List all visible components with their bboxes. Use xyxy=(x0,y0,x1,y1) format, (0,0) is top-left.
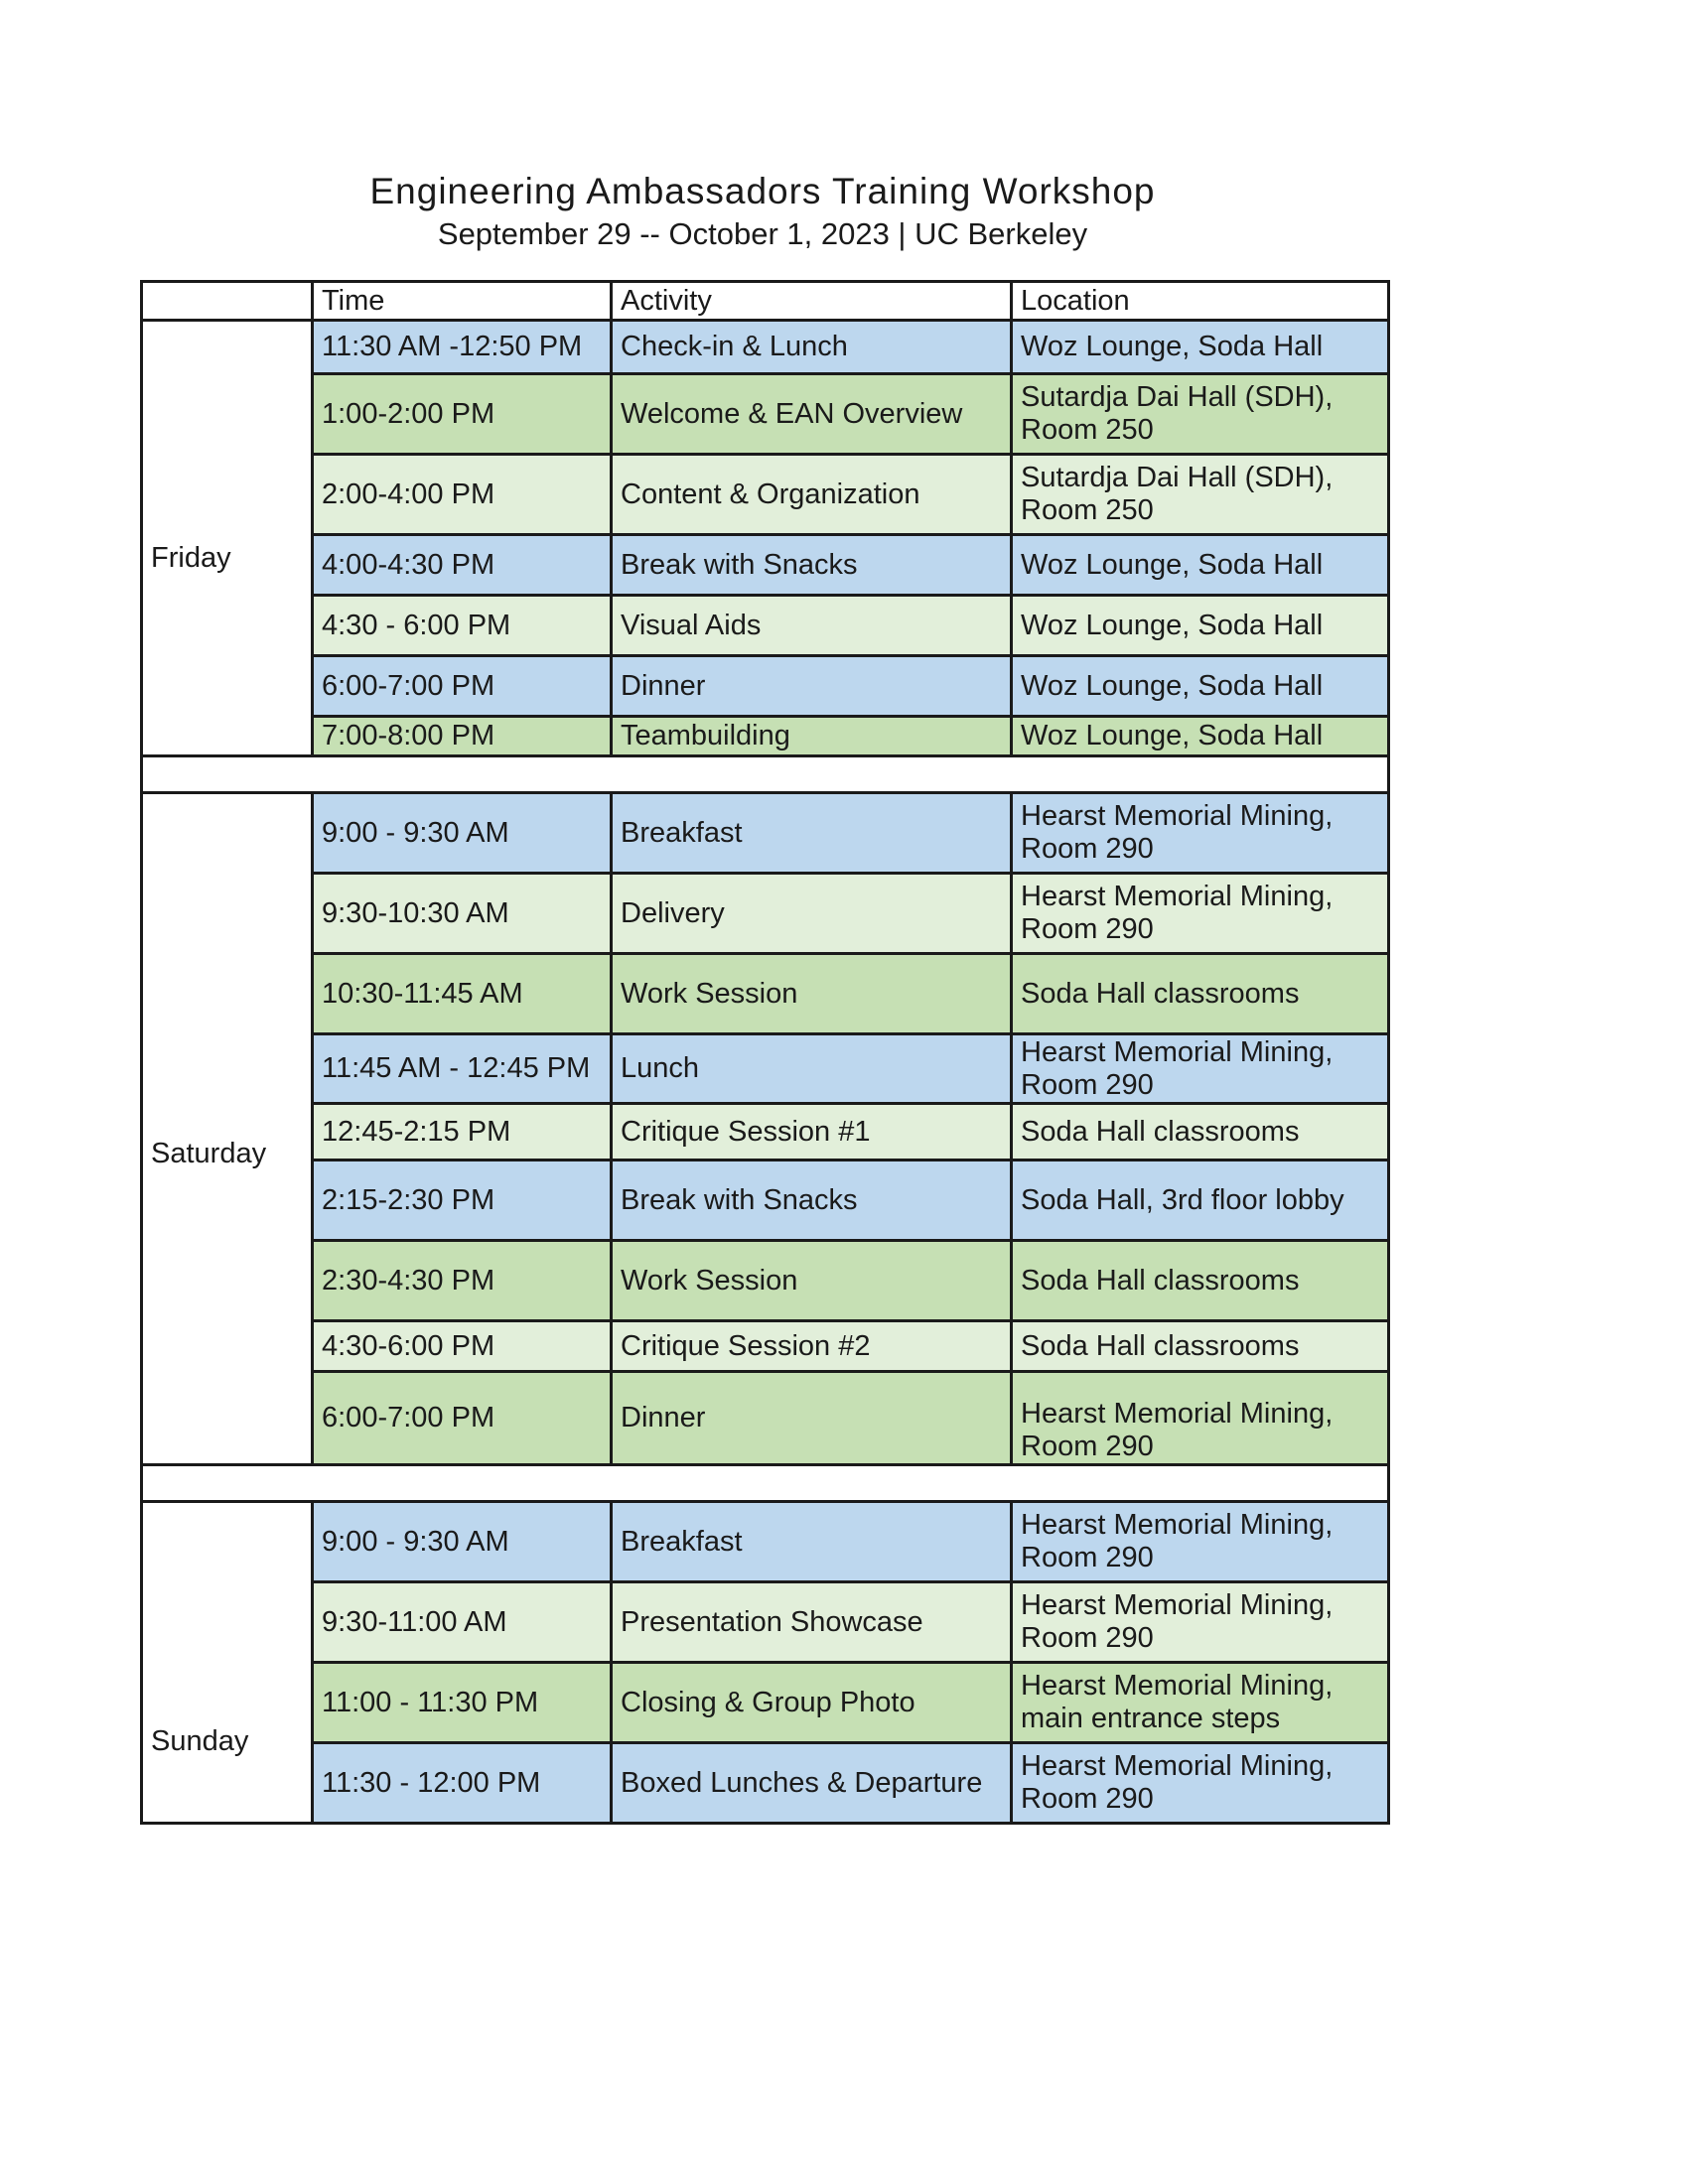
day-label-saturday: Saturday xyxy=(142,793,313,1465)
table-row xyxy=(142,1502,1389,1582)
location-cell: Hearst Memorial Mining, Room 290 xyxy=(1012,1582,1389,1663)
document-subtitle: September 29 -- October 1, 2023 | UC Berkeley xyxy=(437,216,1088,251)
location-cell: Sutardja Dai Hall (SDH), Room 250 xyxy=(1012,374,1389,455)
table-row xyxy=(142,1241,1389,1321)
location-cell: Woz Lounge, Soda Hall xyxy=(1012,535,1389,596)
location-cell: Hearst Memorial Mining, Room 290 xyxy=(1012,1743,1389,1824)
time-cell: 9:00 - 9:30 AM xyxy=(313,793,612,874)
activity-cell: Lunch xyxy=(612,1034,1012,1104)
location-cell: Woz Lounge, Soda Hall xyxy=(1012,656,1389,717)
time-cell: 6:00-7:00 PM xyxy=(313,1372,612,1465)
time-cell: 9:30-11:00 AM xyxy=(313,1582,612,1663)
time-cell: 10:30-11:45 AM xyxy=(313,954,612,1034)
location-cell: Woz Lounge, Soda Hall xyxy=(1012,596,1389,656)
activity-cell: Dinner xyxy=(612,656,1012,717)
time-cell: 12:45-2:15 PM xyxy=(313,1104,612,1160)
activity-cell: Break with Snacks xyxy=(612,1160,1012,1241)
time-cell: 11:30 - 12:00 PM xyxy=(313,1743,612,1824)
location-cell: Woz Lounge, Soda Hall xyxy=(1012,717,1389,756)
location-cell: Hearst Memorial Mining, Room 290 xyxy=(1012,874,1389,954)
separator-cell xyxy=(142,1465,1389,1502)
activity-cell: Delivery xyxy=(612,874,1012,954)
header-time: Time xyxy=(313,282,612,321)
schedule-table xyxy=(140,280,1390,1825)
time-cell: 4:30-6:00 PM xyxy=(313,1321,612,1372)
time-cell: 1:00-2:00 PM xyxy=(313,374,612,455)
day-separator xyxy=(142,756,1389,793)
table-row xyxy=(142,1372,1389,1465)
location-cell: Woz Lounge, Soda Hall xyxy=(1012,321,1389,374)
table-row xyxy=(142,535,1389,596)
table-row xyxy=(142,793,1389,874)
table-row xyxy=(142,1034,1389,1104)
time-cell: 4:00-4:30 PM xyxy=(313,535,612,596)
activity-cell: Breakfast xyxy=(612,1502,1012,1582)
location-cell: Sutardja Dai Hall (SDH), Room 250 xyxy=(1012,455,1389,535)
location-cell: Soda Hall classrooms xyxy=(1012,1104,1389,1160)
location-cell: Hearst Memorial Mining, main entrance steps xyxy=(1012,1663,1389,1743)
location-cell: Soda Hall classrooms xyxy=(1012,954,1389,1034)
location-cell: Soda Hall classrooms xyxy=(1012,1241,1389,1321)
location-cell: Hearst Memorial Mining, Room 290 xyxy=(1012,793,1389,874)
table-row xyxy=(142,874,1389,954)
time-cell: 7:00-8:00 PM xyxy=(313,717,612,756)
table-row xyxy=(142,1321,1389,1372)
table-row xyxy=(142,321,1389,374)
time-cell: 11:00 - 11:30 PM xyxy=(313,1663,612,1743)
header-row xyxy=(142,282,1389,321)
time-cell: 4:30 - 6:00 PM xyxy=(313,596,612,656)
activity-cell: Boxed Lunches & Departure xyxy=(612,1743,1012,1824)
activity-cell: Content & Organization xyxy=(612,455,1012,535)
activity-cell: Work Session xyxy=(612,954,1012,1034)
activity-cell: Teambuilding xyxy=(612,717,1012,756)
location-cell: Soda Hall classrooms xyxy=(1012,1321,1389,1372)
table-row xyxy=(142,954,1389,1034)
location-cell: Hearst Memorial Mining, Room 290 xyxy=(1012,1502,1389,1582)
activity-cell: Closing & Group Photo xyxy=(612,1663,1012,1743)
table-row xyxy=(142,1582,1389,1663)
time-cell: 11:30 AM -12:50 PM xyxy=(313,321,612,374)
activity-cell: Visual Aids xyxy=(612,596,1012,656)
time-cell: 11:45 AM - 12:45 PM xyxy=(313,1034,612,1104)
time-cell: 2:00-4:00 PM xyxy=(313,455,612,535)
table-row xyxy=(142,1104,1389,1160)
activity-cell: Dinner xyxy=(612,1372,1012,1465)
time-cell: 2:15-2:30 PM xyxy=(313,1160,612,1241)
location-cell: Hearst Memorial Mining, Room 290 xyxy=(1012,1034,1389,1104)
activity-cell: Critique Session #2 xyxy=(612,1321,1012,1372)
header-activity: Activity xyxy=(612,282,1012,321)
header-day-cell xyxy=(142,282,313,321)
table-row xyxy=(142,455,1389,535)
day-label-friday: Friday xyxy=(142,321,313,756)
table-row xyxy=(142,656,1389,717)
activity-cell: Critique Session #1 xyxy=(612,1104,1012,1160)
activity-cell: Presentation Showcase xyxy=(612,1582,1012,1663)
time-cell: 9:00 - 9:30 AM xyxy=(313,1502,612,1582)
activity-cell: Welcome & EAN Overview xyxy=(612,374,1012,455)
table-row xyxy=(142,1160,1389,1241)
table-row xyxy=(142,1663,1389,1743)
table-row xyxy=(142,1743,1389,1824)
location-cell: Hearst Memorial Mining, Room 290 xyxy=(1012,1372,1389,1465)
table-row xyxy=(142,374,1389,455)
day-separator xyxy=(142,1465,1389,1502)
activity-cell: Breakfast xyxy=(612,793,1012,874)
time-cell: 9:30-10:30 AM xyxy=(313,874,612,954)
time-cell: 6:00-7:00 PM xyxy=(313,656,612,717)
separator-cell xyxy=(142,756,1389,793)
table-row xyxy=(142,717,1389,756)
document-title: Engineering Ambassadors Training Workshop xyxy=(369,171,1156,211)
time-cell: 2:30-4:30 PM xyxy=(313,1241,612,1321)
activity-cell: Break with Snacks xyxy=(612,535,1012,596)
table-row xyxy=(142,596,1389,656)
header-location: Location xyxy=(1012,282,1389,321)
activity-cell: Work Session xyxy=(612,1241,1012,1321)
location-cell: Soda Hall, 3rd floor lobby xyxy=(1012,1160,1389,1241)
activity-cell: Check-in & Lunch xyxy=(612,321,1012,374)
day-label-sunday: Sunday xyxy=(142,1502,313,1824)
